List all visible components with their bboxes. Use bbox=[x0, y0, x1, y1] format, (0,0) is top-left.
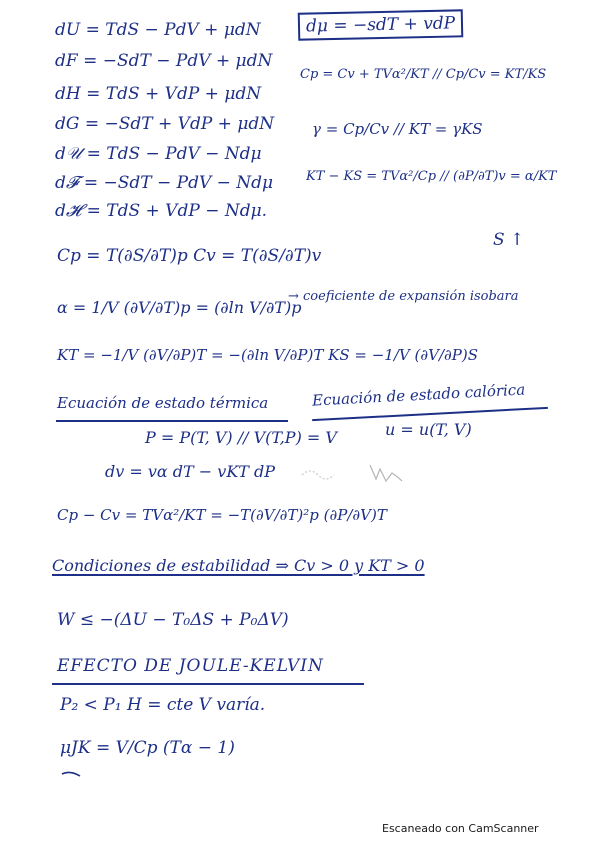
gibbs-duhem-eq: dμ = −sdT + vdP bbox=[305, 13, 456, 37]
thermal-eos-underline bbox=[56, 420, 288, 422]
eraser-scribble bbox=[300, 455, 410, 495]
potential-eq-4: dG = −SdT + VdP + μdN bbox=[55, 114, 275, 134]
caloric-eos-heading: Ecuación de estado calórica bbox=[311, 380, 526, 410]
camscanner-watermark: Escaneado con CamScanner bbox=[382, 822, 539, 835]
potential-eq-5: d𝒰 = TdS − PdV − Ndμ bbox=[55, 144, 262, 164]
alpha-definition: α = 1/V (∂V/∂T)p = (∂ln V/∂T)p bbox=[57, 298, 302, 317]
gibbs-duhem-box bbox=[298, 9, 464, 40]
joule-kelvin-conditions: P₂ < P₁ H = cte V varía. bbox=[60, 695, 266, 715]
joule-kelvin-coefficient: μJK = V/Cp (Tα − 1) bbox=[60, 738, 235, 758]
caloric-eos: u = u(T, V) bbox=[385, 420, 472, 439]
entropy-arrow: S ↑ bbox=[493, 230, 525, 250]
stability-conditions: Condiciones de estabilidad ⇒ Cv > 0 y KT > 0 bbox=[52, 556, 425, 575]
potential-eq-1: dU = TdS − PdV + μdN bbox=[55, 20, 261, 40]
work-inequality: W ≤ −(ΔU − T₀ΔS + P₀ΔV) bbox=[57, 610, 289, 630]
alpha-note: → coeficiente de expansión isobara bbox=[288, 289, 519, 304]
potential-eq-6: d𝓕 = −SdT − PdV − Ndμ bbox=[55, 173, 274, 193]
potential-eq-2: dF = −SdT − PdV + μdN bbox=[55, 51, 273, 71]
kt-ks-relation: KT − KS = TVα²/Cp // (∂P/∂T)v = α/KT bbox=[306, 169, 557, 184]
thermal-eos: P = P(T, V) // V(T,P) = V bbox=[145, 428, 337, 447]
gamma-relation: γ = Cp/Cv // KT = γKS bbox=[312, 120, 483, 138]
joule-kelvin-heading: EFECTO DE JOULE-KELVIN bbox=[57, 656, 324, 676]
thermal-eos-heading: Ecuación de estado térmica bbox=[57, 394, 269, 412]
compressibility-defs: KT = −1/V (∂V/∂P)T = −(∂ln V/∂P)T KS = −1/V (∂V/∂P)S bbox=[57, 346, 478, 364]
heat-capacities-eq: Cp = T(∂S/∂T)p Cv = T(∂S/∂T)v bbox=[57, 246, 322, 266]
cp-minus-cv: Cp − Cv = TVα²/KT = −T(∂V/∂T)²p (∂P/∂V)T bbox=[57, 506, 387, 524]
potential-eq-7: d𝓗 = TdS + VdP − Ndμ. bbox=[55, 201, 268, 221]
dv-expression: dv = vα dT − vKT dP bbox=[105, 462, 276, 481]
mu-underline-stroke bbox=[60, 768, 84, 778]
cp-cv-relation: Cp = Cv + TVα²/KT // Cp/Cv = KT/KS bbox=[300, 67, 547, 82]
joule-kelvin-underline bbox=[52, 683, 364, 685]
potential-eq-3: dH = TdS + VdP + μdN bbox=[55, 84, 262, 104]
